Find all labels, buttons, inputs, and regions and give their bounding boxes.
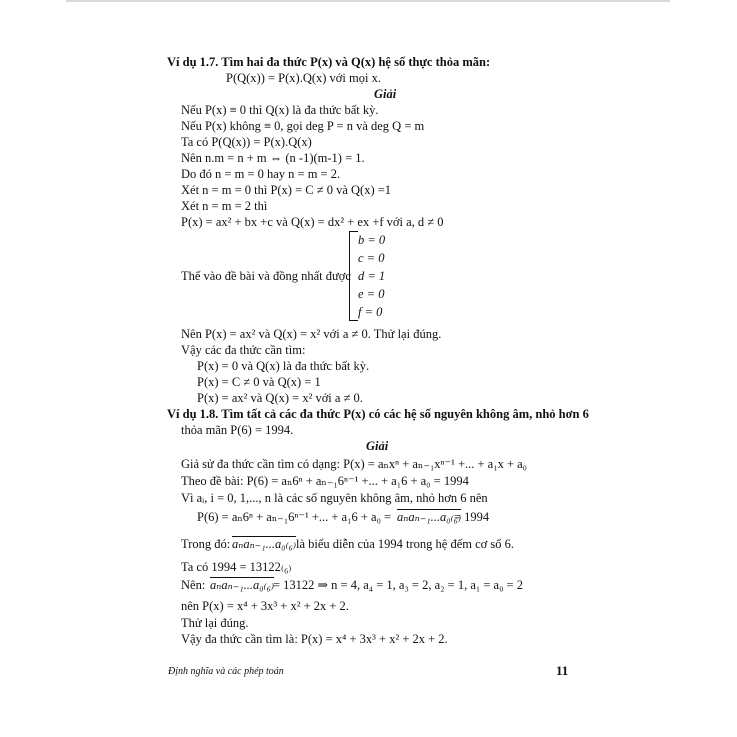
text-line: Ví dụ 1.8. Tìm tất cả các đa thức P(x) có các hệ số nguyên không âm, nhỏ hơn 6	[167, 407, 589, 421]
footer-chapter-title: Định nghĩa và các phép toán	[168, 666, 284, 677]
text-line: Giải	[374, 87, 397, 101]
text-line: Vậy các đa thức cần tìm:	[181, 343, 306, 357]
text-line: Giả sử đa thức cần tìm có dạng: P(x) = aₙxⁿ + aₙ₋₁xⁿ⁻¹ +... + a₁x + a₀	[181, 457, 528, 471]
text-line: = 13122 ⇒ n = 4, a₄ = 1, a₃ = 2, a₂ = 1, a₁ = a₀ = 2	[273, 578, 523, 592]
text-line: Ta có 1994 = 13122₍₆₎	[181, 560, 292, 574]
text-line: aₙaₙ₋₁...a₀₍₆₎	[397, 510, 462, 524]
text-line: nên P(x) = x⁴ + 3x³ + x² + 2x + 2.	[181, 599, 349, 613]
top-divider	[66, 0, 670, 2]
text-line: Xét n = m = 2 thì	[181, 199, 268, 213]
text-line: Nên P(x) = ax² và Q(x) = x² với a ≠ 0. Thử lại đúng.	[181, 327, 442, 341]
text-line: P(x) = 0 và Q(x) là đa thức bất kỳ.	[197, 359, 370, 373]
text-line: Nếu P(x) không ≡ 0, gọi deg P = n và deg Q = m	[181, 119, 425, 133]
text-line: = 1994	[454, 510, 490, 524]
text-line: e = 0	[358, 287, 385, 301]
text-line: Giải	[366, 439, 389, 453]
page-number: 11	[556, 663, 569, 678]
text-line: Theo đề bài: P(6) = aₙ6ⁿ + aₙ₋₁6ⁿ⁻¹ +... + a₁6 + a₀ = 1994	[181, 474, 469, 488]
text-line: Vậy đa thức cần tìm là: P(x) = x⁴ + 3x³ + x² + 2x + 2.	[181, 632, 448, 646]
text-line: là biểu diễn của 1994 trong hệ đếm cơ số 6.	[296, 537, 515, 551]
text-line: P(Q(x)) = P(x).Q(x) với mọi x.	[226, 71, 381, 85]
text-line: Thử lại đúng.	[181, 616, 249, 630]
text-line: P(6) = aₙ6ⁿ + aₙ₋₁6ⁿ⁻¹ +... + a₁6 + a₀ =	[197, 510, 392, 524]
text-line: P(x) = ax² và Q(x) = x² với a ≠ 0.	[197, 391, 363, 405]
system-brace	[349, 231, 358, 321]
text-line: Thế vào đề bài và đồng nhất được	[181, 269, 351, 283]
text-line: c = 0	[358, 251, 385, 265]
text-line: aₙaₙ₋₁...a₀₍₆₎	[232, 537, 297, 551]
text-line: thỏa mãn P(6) = 1994.	[181, 423, 294, 437]
text-line: Ví dụ 1.7. Tìm hai đa thức P(x) và Q(x) hệ số thực thỏa mãn:	[167, 55, 491, 69]
text-line: Nên n.m = n + m ⇔ (n -1)(m-1) = 1.	[181, 151, 365, 165]
text-line: Do đó n = m = 0 hay n = m = 2.	[181, 167, 341, 181]
text-line: b = 0	[358, 233, 386, 247]
text-line: f = 0	[358, 305, 383, 319]
text-line: Xét n = m = 0 thì P(x) = C ≠ 0 và Q(x) =1	[181, 183, 392, 197]
text-line: Nếu P(x) ≡ 0 thì Q(x) là đa thức bất kỳ.	[181, 103, 379, 117]
text-line: Vì aᵢ, i = 0, 1,..., n là các số nguyên không âm, nhỏ hơn 6 nên	[181, 491, 488, 505]
text-line: d = 1	[358, 269, 386, 283]
text-line: Ta có P(Q(x)) = P(x).Q(x)	[181, 135, 312, 149]
text-line: Nên:	[181, 578, 206, 592]
text-line: aₙaₙ₋₁...a₀₍₆₎	[210, 578, 275, 592]
text-line: P(x) = ax² + bx +c và Q(x) = dx² + ex +f với a, d ≠ 0	[181, 215, 444, 229]
text-line: Trong đó:	[181, 537, 231, 551]
text-line: P(x) = C ≠ 0 và Q(x) = 1	[197, 375, 321, 389]
